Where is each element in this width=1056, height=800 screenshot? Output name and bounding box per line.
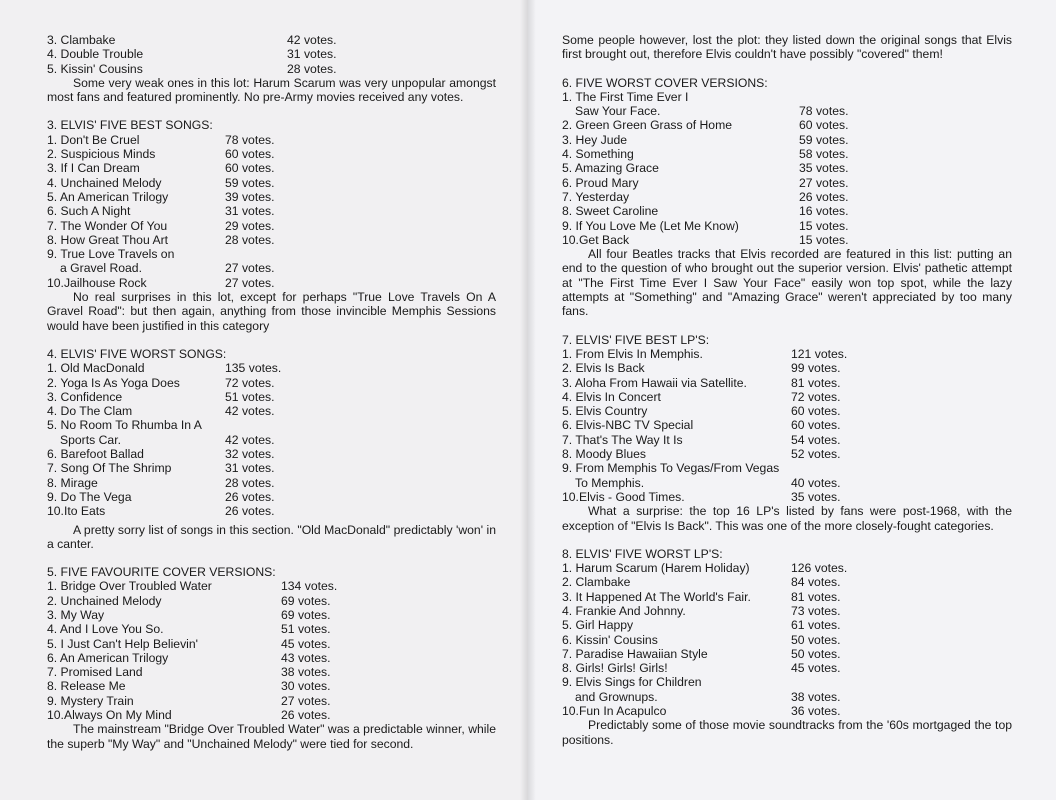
list-item <box>562 675 1012 689</box>
list-item <box>47 33 496 47</box>
fav-covers-list <box>47 579 496 722</box>
list-item <box>562 490 1012 504</box>
list-item <box>47 390 496 404</box>
list-item <box>562 618 1012 632</box>
item-label: 4. Double Trouble <box>47 47 144 62</box>
item-label: 8. Girls! Girls! Girls! <box>562 661 668 676</box>
list-item <box>562 90 1012 104</box>
item-label: 8. How Great Thou Art <box>47 232 169 247</box>
item-label: To Memphis. <box>575 475 645 490</box>
item-votes: 135 votes. <box>225 361 282 376</box>
item-votes: 60 votes. <box>225 147 275 162</box>
item-label: 10.Elvis - Good Times. <box>562 489 685 504</box>
list-item <box>47 504 496 518</box>
item-label: 1. Old MacDonald <box>47 361 145 376</box>
list-item <box>562 176 1012 190</box>
list-item <box>562 633 1012 647</box>
item-votes: 27 votes. <box>225 261 275 276</box>
right-intro: Some people however, lost the plot: they listed down the original songs that Elvis first brought out, therefore Elvis couldn't have possibly "covered" them! <box>562 33 1012 62</box>
list-item <box>47 247 496 261</box>
item-votes: 36 votes. <box>791 704 841 719</box>
list-item <box>562 561 1012 575</box>
book-gutter <box>520 0 536 800</box>
list-item <box>562 690 1012 704</box>
list-item <box>562 404 1012 418</box>
item-label: 9. If You Love Me (Let Me Know) <box>562 218 739 233</box>
list-item <box>562 575 1012 589</box>
list-item <box>47 276 496 290</box>
list-item <box>47 47 496 61</box>
item-label: 3. Clambake <box>47 33 116 47</box>
item-label: 5. I Just Can't Help Believin' <box>47 636 198 651</box>
item-label: a Gravel Road. <box>60 261 142 276</box>
item-label: 6. Proud Mary <box>562 175 639 190</box>
item-votes: 38 votes. <box>791 689 841 704</box>
item-votes: 99 votes. <box>791 361 841 376</box>
worst-covers-list <box>562 90 1012 247</box>
item-votes: 81 votes. <box>791 589 841 604</box>
list-item <box>562 147 1012 161</box>
list-item <box>47 147 496 161</box>
item-label: 10.Get Back <box>562 232 630 247</box>
item-label: 8. Moody Blues <box>562 447 647 462</box>
item-votes: 54 votes. <box>791 432 841 447</box>
item-votes: 45 votes. <box>281 636 331 651</box>
item-label: 4. Frankie And Johnny. <box>562 603 686 618</box>
list-item <box>47 161 496 175</box>
item-votes: 29 votes. <box>225 218 275 233</box>
item-label: 5. Kissin' Cousins <box>47 61 143 76</box>
list-item <box>47 376 496 390</box>
list-item <box>47 608 496 622</box>
worst-lps-heading: 8. ELVIS' FIVE WORST LP'S: <box>562 546 723 561</box>
item-votes: 45 votes. <box>791 661 841 676</box>
list-item <box>562 347 1012 361</box>
fav-covers-comment: The mainstream "Bridge Over Troubled Water" was a predictable winner, while the superb "My Way" and "Unchained Melody" were tied for second. <box>47 722 496 751</box>
list-item <box>562 704 1012 718</box>
list-item <box>562 161 1012 175</box>
list-item <box>47 708 496 722</box>
list-item <box>47 418 496 432</box>
fav-covers-heading: 5. FIVE FAVOURITE COVER VERSIONS: <box>47 565 276 580</box>
item-votes: 26 votes. <box>281 708 331 723</box>
item-label: 2. Elvis Is Back <box>562 361 645 376</box>
item-votes: 40 votes. <box>791 475 841 490</box>
item-label: 6. Such A Night <box>47 204 131 219</box>
movies-tail-list <box>47 33 496 76</box>
list-item <box>562 219 1012 233</box>
item-votes: 134 votes. <box>281 579 338 594</box>
item-votes: 26 votes. <box>799 189 849 204</box>
item-label: 4. And I Love You So. <box>47 622 164 637</box>
list-item <box>562 447 1012 461</box>
list-item <box>47 651 496 665</box>
item-votes: 58 votes. <box>799 147 849 162</box>
item-votes: 42 votes. <box>225 432 275 447</box>
item-votes: 39 votes. <box>225 189 275 204</box>
item-label: 1. Bridge Over Troubled Water <box>47 579 212 594</box>
best-lps-heading: 7. ELVIS' FIVE BEST LP'S: <box>562 332 710 347</box>
list-item <box>47 490 496 504</box>
worst-songs-comment: A pretty sorry list of songs in this section. "Old MacDonald" predictably 'won' in a canter. <box>47 522 496 551</box>
item-votes: 78 votes. <box>225 132 275 147</box>
list-item <box>47 62 496 76</box>
list-item <box>47 204 496 218</box>
worst-songs-heading: 4. ELVIS' FIVE WORST SONGS: <box>47 346 227 361</box>
item-votes: 61 votes. <box>791 618 841 633</box>
item-votes: 26 votes. <box>225 504 275 519</box>
item-votes: 38 votes. <box>281 665 331 680</box>
worst-lps-list <box>562 561 1012 718</box>
item-votes: 27 votes. <box>225 275 275 290</box>
item-label: 8. Release Me <box>47 679 126 694</box>
item-label: 7. Promised Land <box>47 665 143 680</box>
item-label: 7. That's The Way It Is <box>562 432 683 447</box>
item-label: 2. Suspicious Minds <box>47 147 156 162</box>
item-label: 7. Paradise Hawaiian Style <box>562 646 708 661</box>
item-votes: 31 votes. <box>225 461 275 476</box>
list-item <box>562 433 1012 447</box>
item-votes: 27 votes. <box>799 175 849 190</box>
list-item <box>562 118 1012 132</box>
right-page <box>528 0 1056 800</box>
item-label: 10.Always On My Mind <box>47 708 172 723</box>
item-votes: 84 votes. <box>791 575 841 590</box>
item-votes: 28 votes. <box>287 61 337 76</box>
item-votes: 59 votes. <box>799 132 849 147</box>
item-votes: 60 votes. <box>225 161 275 176</box>
item-label: 4. Unchained Melody <box>47 175 162 190</box>
item-votes: 60 votes. <box>791 418 841 433</box>
item-label: 9. Mystery Train <box>47 693 134 708</box>
item-label: 6. Elvis-NBC TV Special <box>562 418 694 433</box>
item-label: 9. True Love Travels on <box>47 247 175 262</box>
item-label: 5. Elvis Country <box>562 404 648 419</box>
item-label: 2. Clambake <box>562 575 631 590</box>
item-label: 3. It Happened At The World's Fair. <box>562 589 751 604</box>
item-label: 7. Yesterday <box>562 189 630 204</box>
item-votes: 60 votes. <box>791 404 841 419</box>
list-item <box>562 604 1012 618</box>
list-item <box>47 622 496 636</box>
item-votes: 15 votes. <box>799 218 849 233</box>
item-votes: 72 votes. <box>791 389 841 404</box>
list-item <box>562 133 1012 147</box>
item-label: 1. Don't Be Cruel <box>47 132 140 147</box>
list-item <box>562 647 1012 661</box>
list-item <box>47 176 496 190</box>
list-item <box>562 361 1012 375</box>
list-item <box>562 476 1012 490</box>
item-label: 7. The Wonder Of You <box>47 218 168 233</box>
best-lps-list <box>562 347 1012 504</box>
item-votes: 72 votes. <box>225 375 275 390</box>
worst-lps-comment: Predictably some of those movie soundtracks from the '60s mortgaged the top positions. <box>562 718 1012 747</box>
item-label: 6. Kissin' Cousins <box>562 632 658 647</box>
item-votes: 31 votes. <box>287 47 337 62</box>
list-item <box>47 219 496 233</box>
item-label: 3. Hey Jude <box>562 132 628 147</box>
item-label: 10.Fun In Acapulco <box>562 704 667 719</box>
list-item <box>47 694 496 708</box>
item-votes: 73 votes. <box>791 603 841 618</box>
list-item <box>562 661 1012 675</box>
list-item <box>562 204 1012 218</box>
item-votes: 69 votes. <box>281 593 331 608</box>
item-votes: 35 votes. <box>791 489 841 504</box>
list-item <box>47 679 496 693</box>
item-votes: 31 votes. <box>225 204 275 219</box>
item-label: 7. Song Of The Shrimp <box>47 461 172 476</box>
item-votes: 60 votes. <box>799 118 849 133</box>
list-item <box>562 390 1012 404</box>
item-votes: 28 votes. <box>225 232 275 247</box>
list-item <box>47 433 496 447</box>
item-votes: 16 votes. <box>799 204 849 219</box>
item-label: 5. An American Trilogy <box>47 189 169 204</box>
item-votes: 51 votes. <box>281 622 331 637</box>
list-item <box>47 665 496 679</box>
item-votes: 30 votes. <box>281 679 331 694</box>
best-songs-comment: No real surprises in this lot, except for perhaps "True Love Travels On A Gravel Road": but then again, anything from those invincible Memphis Sessions would have been justified in this category <box>47 290 496 333</box>
list-item <box>47 579 496 593</box>
item-votes: 126 votes. <box>791 561 848 576</box>
item-label: 6. Barefoot Ballad <box>47 447 144 462</box>
item-votes: 43 votes. <box>281 650 331 665</box>
item-label: 2. Yoga Is As Yoga Does <box>47 375 180 390</box>
item-votes: 121 votes. <box>791 346 848 361</box>
movies-comment: Some very weak ones in this lot: Harum Scarum was very unpopular amongst most fans and featured prominently. No pre-Army movies received any votes. <box>47 75 496 105</box>
list-item <box>47 637 496 651</box>
item-label: 9. From Memphis To Vegas/From Vegas <box>562 461 780 476</box>
item-label: 5. Amazing Grace <box>562 161 659 176</box>
item-votes: 81 votes. <box>791 375 841 390</box>
list-item <box>562 233 1012 247</box>
list-item <box>562 376 1012 390</box>
item-votes: 51 votes. <box>225 389 275 404</box>
item-label: Sports Car. <box>60 432 121 447</box>
best-lps-comment: What a surprise: the top 16 LP's listed by fans were post-1968, with the exception of "Elvis Is Back". This was one of the more closely-fought categories. <box>562 504 1012 533</box>
item-label: 1. Harum Scarum (Harem Holiday) <box>562 561 750 576</box>
best-songs-heading: 3. ELVIS' FIVE BEST SONGS: <box>47 118 213 133</box>
item-votes: 69 votes. <box>281 607 331 622</box>
item-votes: 28 votes. <box>225 475 275 490</box>
item-label: 9. Do The Vega <box>47 489 132 504</box>
item-votes: 15 votes. <box>799 232 849 247</box>
list-item <box>47 594 496 608</box>
list-item <box>47 133 496 147</box>
worst-covers-heading: 6. FIVE WORST COVER VERSIONS: <box>562 75 768 90</box>
item-label: Saw Your Face. <box>575 104 661 119</box>
list-item <box>47 233 496 247</box>
list-item <box>47 261 496 275</box>
item-label: 9. Elvis Sings for Children <box>562 675 702 690</box>
list-item <box>562 104 1012 118</box>
item-label: 3. Confidence <box>47 389 123 404</box>
item-label: 10.Ito Eats <box>47 504 106 519</box>
list-item <box>47 476 496 490</box>
list-item <box>562 461 1012 475</box>
item-label: 2. Unchained Melody <box>47 593 162 608</box>
item-votes: 32 votes. <box>225 447 275 462</box>
item-votes: 27 votes. <box>281 693 331 708</box>
item-votes: 78 votes. <box>799 104 849 119</box>
list-item <box>562 418 1012 432</box>
list-item <box>562 590 1012 604</box>
item-label: 1. The First Time Ever I <box>562 89 689 104</box>
item-votes: 59 votes. <box>225 175 275 190</box>
list-item <box>47 361 496 375</box>
item-votes: 50 votes. <box>791 632 841 647</box>
item-label: 2. Green Green Grass of Home <box>562 118 733 133</box>
item-label: 6. An American Trilogy <box>47 650 169 665</box>
item-label: 4. Elvis In Concert <box>562 389 661 404</box>
item-label: and Grownups. <box>575 689 658 704</box>
item-label: 8. Sweet Caroline <box>562 204 659 219</box>
item-label: 3. Aloha From Hawaii via Satellite. <box>562 375 747 390</box>
item-label: 4. Do The Clam <box>47 404 133 419</box>
item-label: 4. Something <box>562 147 634 162</box>
list-item <box>47 190 496 204</box>
item-label: 1. From Elvis In Memphis. <box>562 346 703 361</box>
worst-songs-list <box>47 361 496 518</box>
item-votes: 35 votes. <box>799 161 849 176</box>
item-votes: 50 votes. <box>791 646 841 661</box>
list-item <box>47 404 496 418</box>
item-label: 5. No Room To Rhumba In A <box>47 418 202 433</box>
item-label: 3. My Way <box>47 607 105 622</box>
item-label: 5. Girl Happy <box>562 618 634 633</box>
item-votes: 52 votes. <box>791 447 841 462</box>
item-votes: 42 votes. <box>225 404 275 419</box>
worst-covers-comment: All four Beatles tracks that Elvis recorded are featured in this list: putting an end to the question of who brought out the superior version. Elvis' pathetic attempt at "The First Time Ever I Saw Your Face" easily won top spot, while the lazy attempts at "Something" and "Amazing Grace" weren't appreciated by too many fans. <box>562 247 1012 319</box>
list-item <box>47 447 496 461</box>
best-songs-list <box>47 133 496 290</box>
list-item <box>562 190 1012 204</box>
item-label: 8. Mirage <box>47 475 98 490</box>
item-votes: 26 votes. <box>225 489 275 504</box>
list-item <box>47 461 496 475</box>
item-label: 10.Jailhouse Rock <box>47 275 147 290</box>
item-label: 3. If I Can Dream <box>47 161 140 176</box>
item-votes: 42 votes. <box>287 33 337 47</box>
